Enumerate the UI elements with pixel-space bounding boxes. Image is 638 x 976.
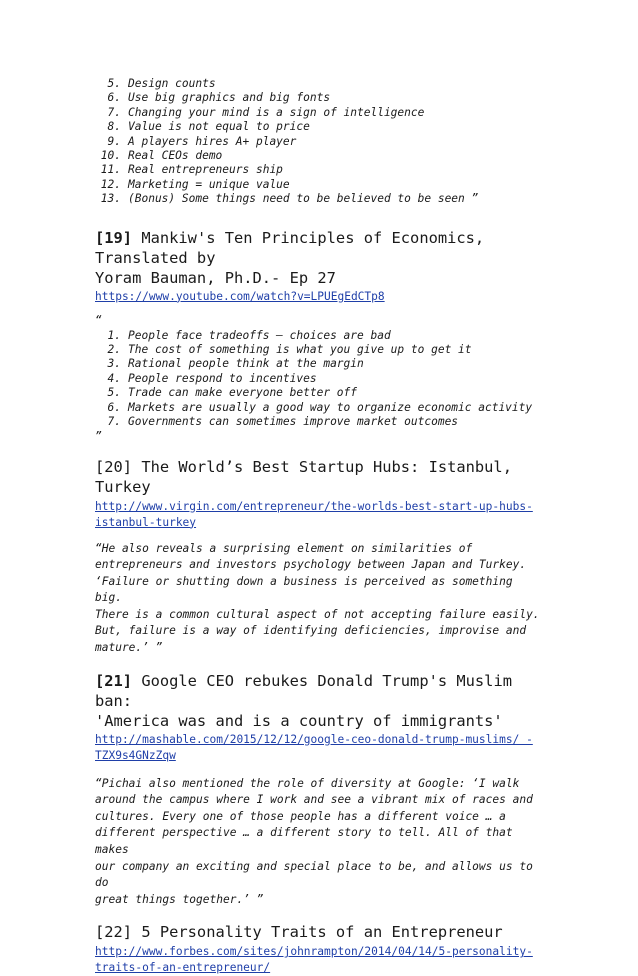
reference-20-quote: “He also reveals a surprising element on similarities of entrepreneurs and investors psychology between Japan and Turkey. ‘Failure or shutting down a business is perceived as something big. There is a common cultural aspect of not accepting failure easily. But, failure is a way of identifying deficiencies, improvise and mature.’ ” [95,541,540,655]
reference-19 [95,228,545,444]
reference-tag: [19] [95,228,133,247]
list-item: 12. Marketing = unique value [100,177,290,191]
reference-21 [95,671,545,909]
list-item: 6. Use big graphics and big fonts [107,91,331,105]
reference-22-title: [22] 5 Personality Traits of an Entrepreneur [95,923,503,942]
list-item: 6. Markets are usually a good way to organize economic activity [107,400,533,414]
reference-20-title: [20] The World’s Best Startup Hubs: Istanbul, Turkey [95,457,512,496]
reference-20-link[interactable] [95,499,545,531]
list-item: 10. Real CEOs demo [100,149,223,163]
list-item: 5. Design counts [107,77,216,90]
reference-19-title: [19] Mankiw's Ten Principles of Economics, Translated by Yoram Bauman, Ph.D.- Ep 27 [95,228,485,287]
reference-tag: [21] [95,671,133,690]
reference-21-link[interactable] [95,732,545,764]
lessons-list [95,77,545,207]
document-page [95,74,545,976]
list-item: 9. A players hires A+ player [107,134,297,148]
reference-21-title: [21] Google CEO rebukes Donald Trump's Muslim ban: 'America was and is a country of immigrants' [95,671,512,730]
list-item: 3. Rational people think at the margin [107,357,364,371]
close-quote: ” [95,429,102,443]
reference-20 [95,457,545,657]
list-item: 4. People respond to incentives [107,371,317,385]
list-item: 13. (Bonus) Some things need to be believed to be seen ” [100,192,479,206]
link-line[interactable]: http://mashable.com/2015/12/12/google-ceo-donald-trump-muslims/ - [95,732,533,746]
list-item: 8. Value is not equal to price [107,120,310,134]
list-item: 7. Governments can sometimes improve market outcomes [107,415,459,429]
reference-22 [95,922,545,976]
link-line[interactable]: traits-of-an-entrepreneur/ [95,961,271,975]
link-line[interactable]: http://www.virgin.com/entrepreneur/the-worlds-best-start-up-hubs- [95,499,533,513]
link-line[interactable]: http://www.forbes.com/sites/johnrampton/2014/04/14/5-personality- [95,945,533,959]
reference-21-quote: “Pichai also mentioned the role of diversity at Google: ‘I walk around the campus where I work and see a vibrant mix of races and cultures. Every one of those people has a different voice … a different perspective … a different story to tell. All of that makes our company an exciting and special place to be, and allows us to do great things together.’ ” [95,776,533,906]
reference-19-link[interactable]: https://www.youtube.com/watch?v=LPUEgEdCTp8 [95,289,385,303]
link-line[interactable]: TZX9s4GNzZqw [95,748,176,762]
list-item: 7. Changing your mind is a sign of intelligence [107,105,425,119]
reference-22-link[interactable] [95,944,545,976]
list-item: 11. Real entrepreneurs ship [100,163,283,177]
link-line[interactable]: istanbul-turkey [95,515,197,529]
principles-list [95,329,545,430]
list-item: 2. The cost of something is what you give up to get it [107,343,472,357]
open-quote: “ [95,313,102,327]
list-item: 1. People face tradeoffs – choices are bad [107,328,391,342]
list-item: 5. Trade can make everyone better off [107,386,358,400]
